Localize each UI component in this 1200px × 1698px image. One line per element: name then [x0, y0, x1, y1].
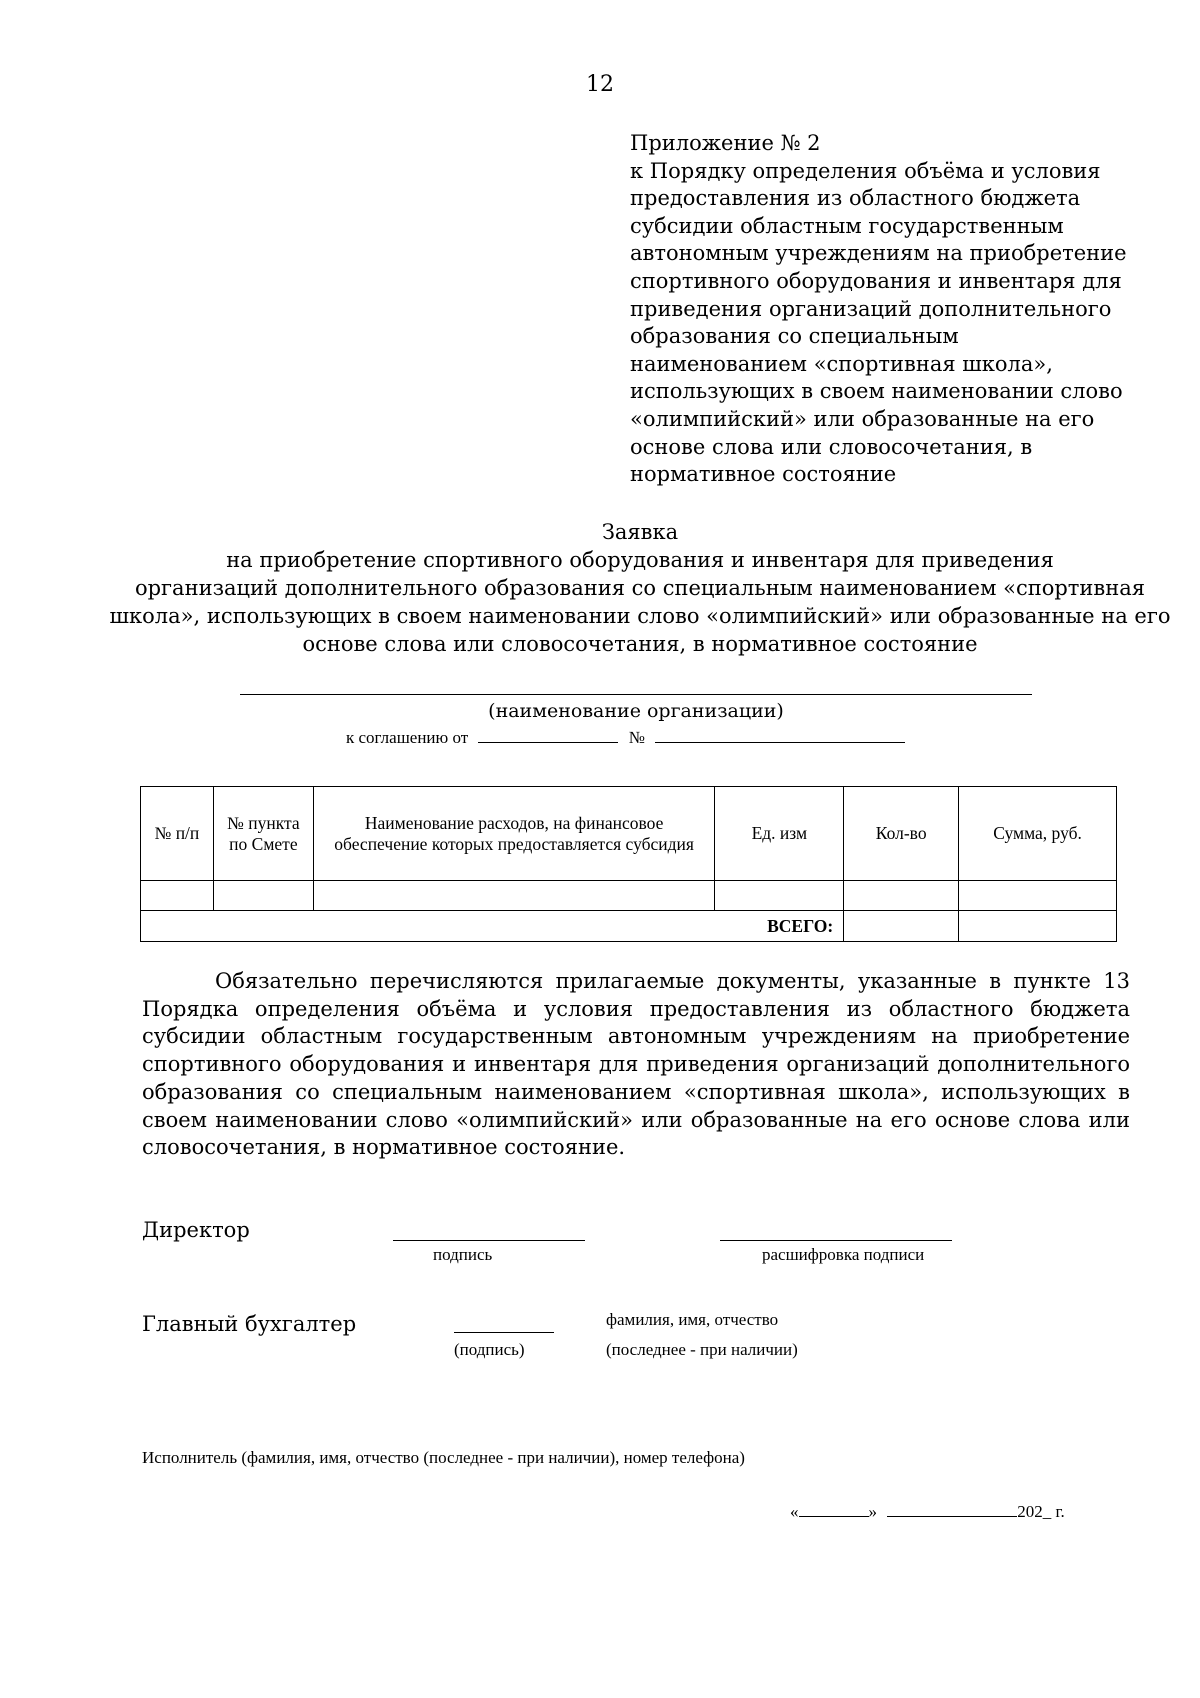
date-year: 202_ г.: [1017, 1502, 1065, 1521]
appendix-line: спортивного оборудования и инвентаря для: [630, 268, 1122, 293]
table-row: [141, 881, 1117, 911]
date-month-field[interactable]: [887, 1500, 1017, 1517]
table-cell[interactable]: [715, 881, 844, 911]
table-total-row: [141, 911, 1117, 942]
title-line: основе слова или словосочетания, в нормативное состояние: [302, 632, 978, 656]
header-num: № п/п: [141, 787, 214, 881]
title-line: школа», использующих в своем наименовании слово «олимпийский» или образованные на его: [109, 604, 1171, 628]
appendix-line: Приложение № 2: [630, 131, 821, 155]
date-open-quote: «: [790, 1502, 799, 1521]
agreement-prefix: к соглашению от: [346, 728, 469, 747]
director-title: Директор: [142, 1218, 250, 1242]
header-item: № пункта по Смете: [213, 787, 313, 881]
accountant-name-caption: фамилия, имя, отчество: [606, 1310, 779, 1329]
director-decoding-caption: расшифровка подписи: [762, 1245, 925, 1264]
appendix-line: использующих в своем наименовании слово: [630, 379, 1123, 404]
table-cell[interactable]: [141, 881, 214, 911]
appendix-line: наименованием «спортивная школа»,: [630, 351, 1053, 376]
title-line: на приобретение спортивного оборудования и инвентаря для приведения: [226, 548, 1054, 572]
executor-line: Исполнитель (фамилия, имя, отчество (последнее - при наличии), номер телефона): [142, 1448, 745, 1467]
organization-name-field[interactable]: [240, 694, 1032, 695]
table-cell[interactable]: [313, 881, 715, 911]
table-cell[interactable]: [959, 881, 1117, 911]
table-cell[interactable]: [213, 881, 313, 911]
agreement-date-field[interactable]: [478, 726, 618, 743]
header-qty: Кол-во: [844, 787, 959, 881]
accountant-name-note: (последнее - при наличии): [606, 1340, 798, 1359]
appendix-line: «олимпийский» или образованные на его: [630, 406, 1095, 431]
appendix-line: образования со специальным: [630, 324, 959, 349]
title-heading: Заявка: [601, 520, 679, 544]
agreement-line: [346, 726, 905, 748]
header-name: Наименование расходов, на финансовое обеспечение которых предоставляется субсидия: [313, 787, 715, 881]
total-sum-cell[interactable]: [959, 911, 1117, 942]
agreement-number-field[interactable]: [655, 726, 905, 743]
director-signature-field[interactable]: [393, 1240, 585, 1241]
total-qty-cell[interactable]: [844, 911, 959, 942]
header-sum: Сумма, руб.: [959, 787, 1117, 881]
accountant-signature-field[interactable]: [454, 1332, 554, 1333]
document-title: [100, 518, 1180, 658]
expenses-table: [140, 786, 1117, 942]
appendix-line: к Порядку определения объёма и условия: [630, 158, 1101, 183]
appendix-line: нормативное состояние: [630, 462, 897, 487]
agreement-number-sign: №: [628, 728, 645, 747]
organization-caption: (наименование организации): [488, 700, 784, 722]
appendix-line: автономным учреждениям на приобретение: [630, 241, 1127, 266]
required-documents-paragraph: [142, 968, 1130, 1162]
table-header-row: [141, 787, 1117, 881]
accountant-signature-caption: (подпись): [454, 1340, 525, 1359]
appendix-line: предоставления из областного бюджета: [630, 186, 1081, 211]
page-number: 12: [586, 72, 614, 97]
header-unit: Ед. изм: [715, 787, 844, 881]
director-signature-caption: подпись: [433, 1245, 493, 1264]
paragraph-text: Обязательно перечисляются прилагаемые документы, указанные в пункте 13 Порядка определения объёма и условия предоставления из областного бюджета субсидии областным государственным автономным учреждениям на приобретение спортивного оборудования и инвентаря для приведения организаций дополнительного образования со специальным наименованием «спортивная школа», использующих в своем наименовании слово «олимпийский» или образованные на его основе слова или словосочетания, в нормативное состояние.: [142, 969, 1130, 1160]
date-close-quote: »: [868, 1502, 877, 1521]
date-line: [790, 1500, 1065, 1522]
total-label: ВСЕГО:: [141, 911, 844, 942]
table-cell[interactable]: [844, 881, 959, 911]
appendix-line: основе слова или словосочетания, в: [630, 434, 1033, 459]
appendix-line: приведения организаций дополнительного: [630, 296, 1112, 321]
appendix-header: [630, 130, 1127, 489]
accountant-title: Главный бухгалтер: [142, 1312, 357, 1336]
appendix-line: субсидии областным государственным: [630, 213, 1064, 238]
title-line: организаций дополнительного образования со специальным наименованием «спортивная: [134, 576, 1146, 600]
director-name-field[interactable]: [720, 1240, 952, 1241]
date-day-field[interactable]: [799, 1500, 869, 1517]
